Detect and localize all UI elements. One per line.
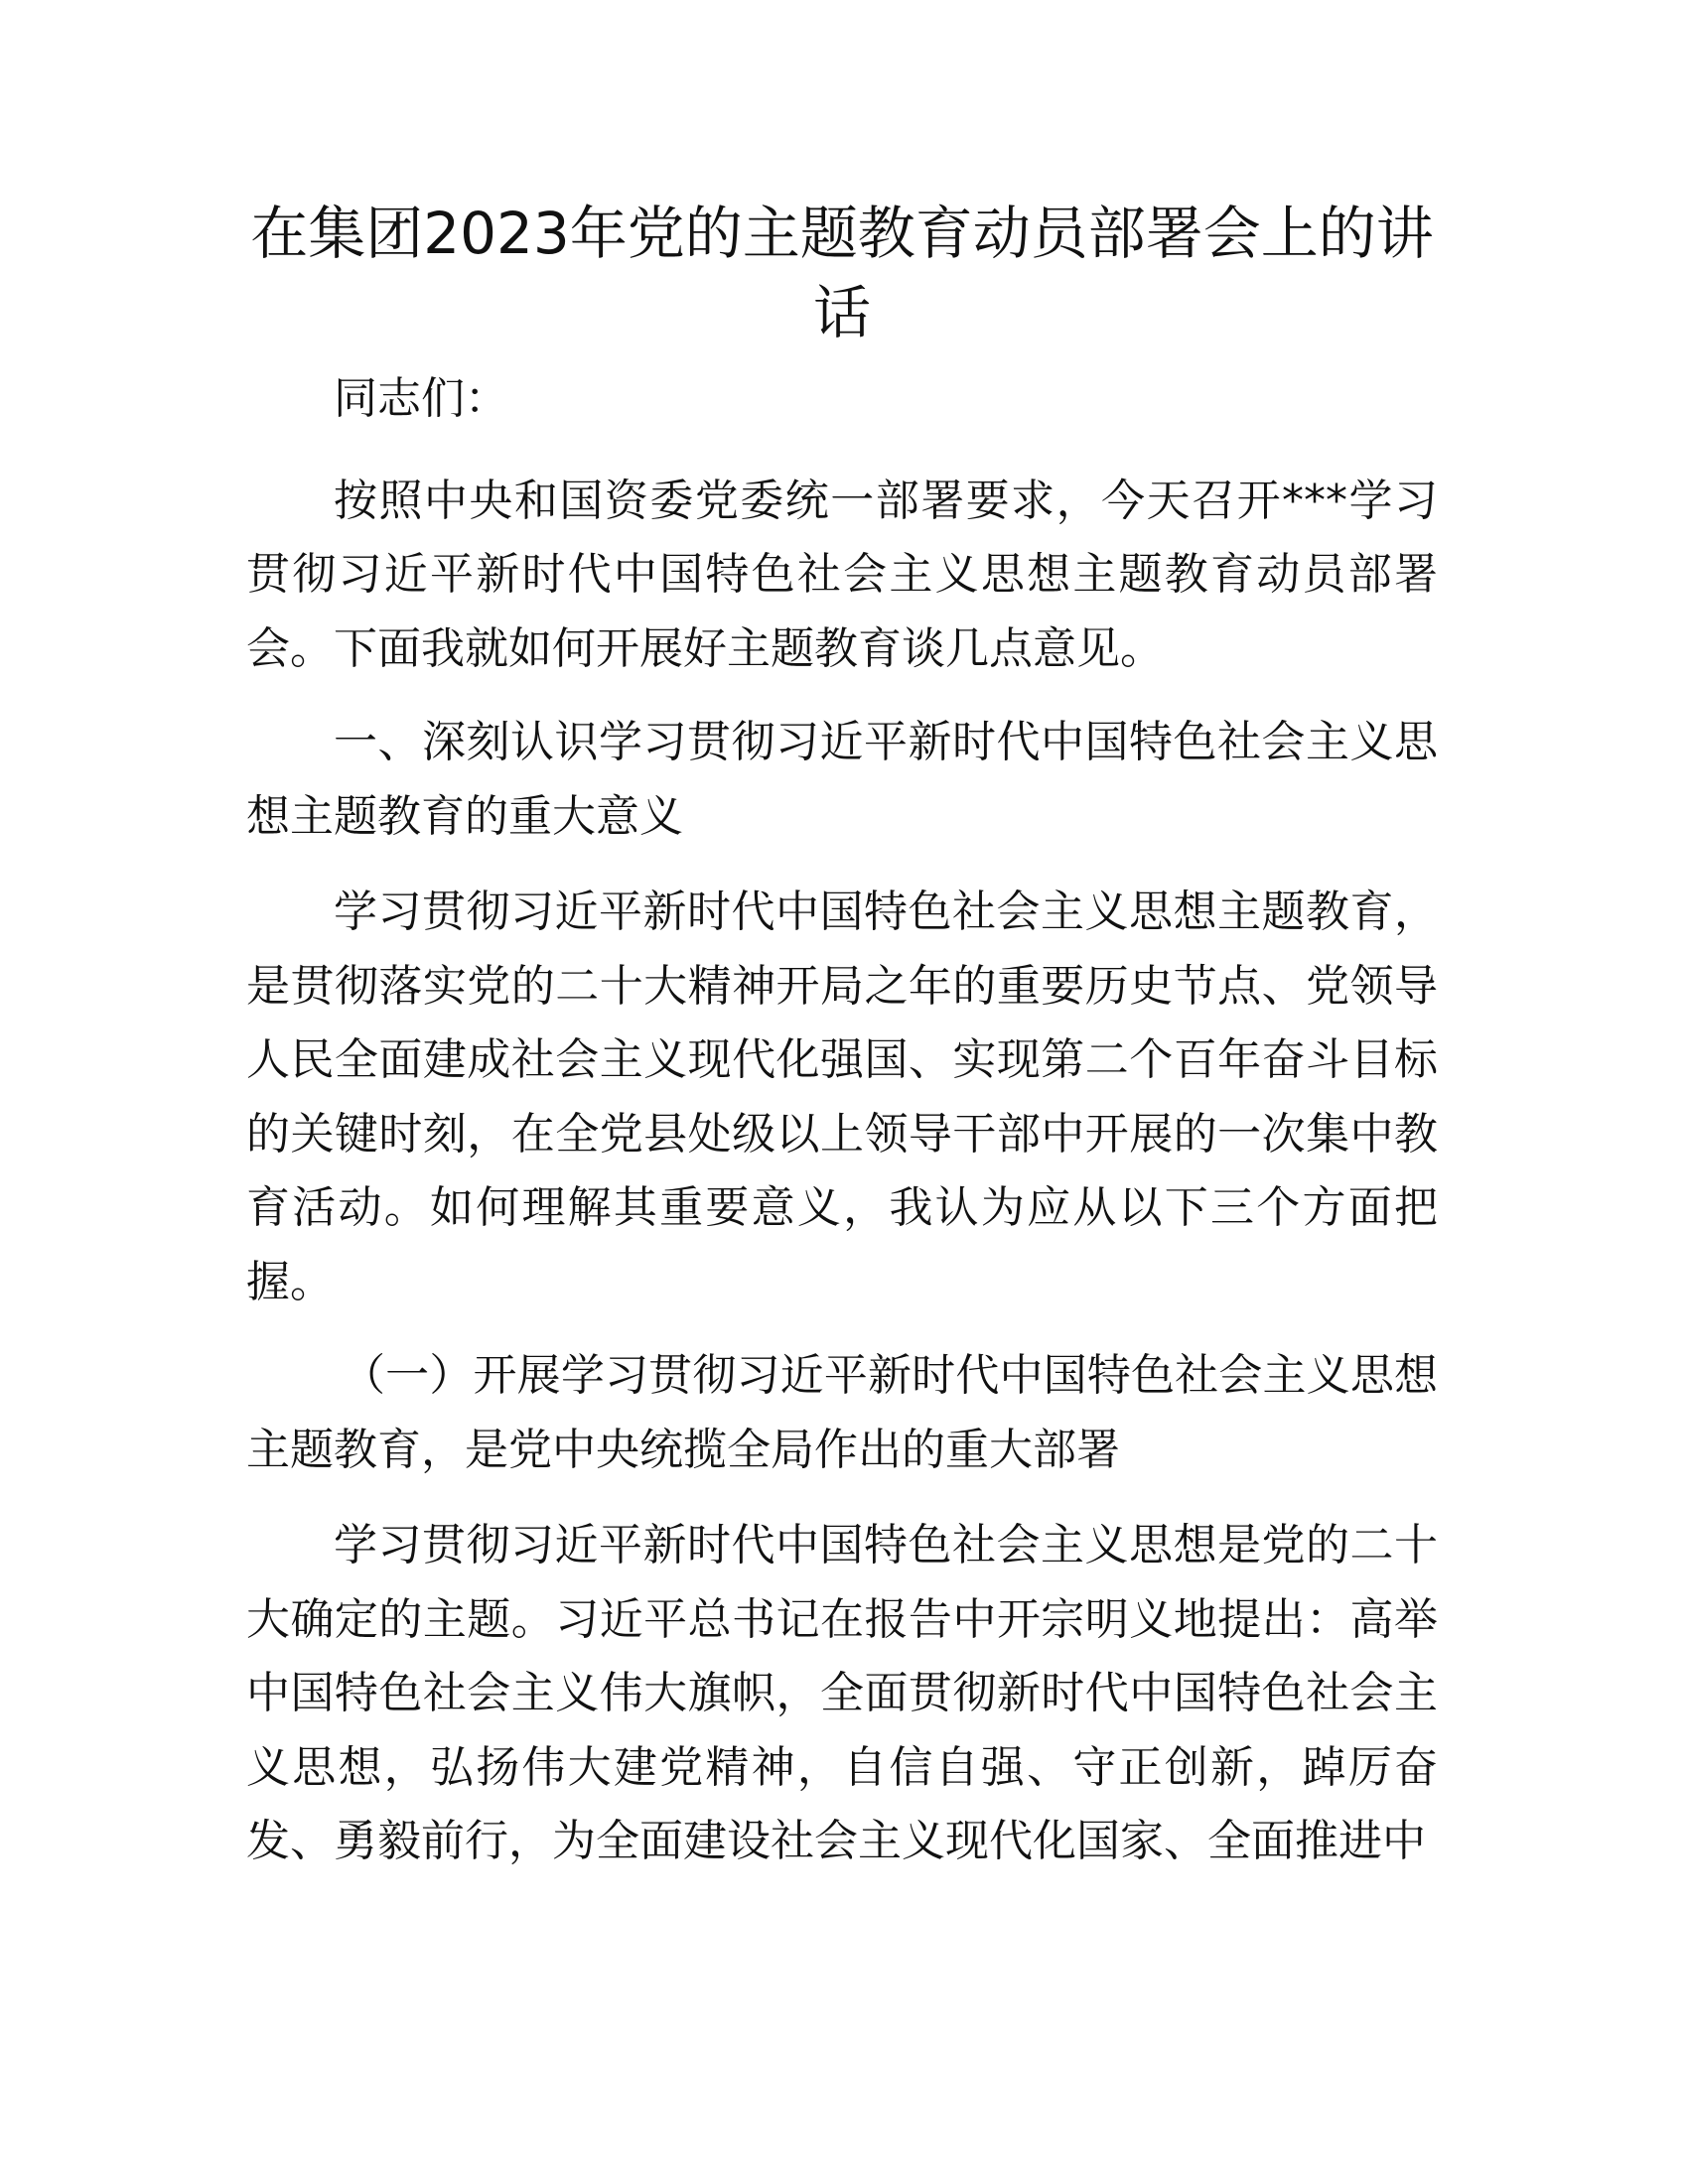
greeting: 同志们： bbox=[334, 373, 508, 424]
subsection-heading-1: （一）开展学习贯彻习近平新时代中国特色社会主义思想主题教育，是党中央统揽全局作出的重大部署 bbox=[246, 1350, 1438, 1475]
document-page bbox=[246, 194, 1438, 1899]
paragraph-theme: 学习贯彻习近平新时代中国特色社会主义思想是党的二十大确定的主题。习近平总书记在报告中开宗明义地提出：高举中国特色社会主义伟大旗帜，全面贯彻新时代中国特色社会主义思想，弘扬伟大建党精神，自信自强、守正创新，踔厉奋发、勇毅前行，为全面建设社会主义现代化国家、全面推进中 bbox=[246, 1520, 1438, 1866]
document-title: 在集团2023年党的主题教育动员部署会上的讲话 bbox=[250, 200, 1434, 346]
section-heading-1: 一、深刻认识学习贯彻习近平新时代中国特色社会主义思想主题教育的重大意义 bbox=[246, 717, 1438, 842]
paragraph-significance: 学习贯彻习近平新时代中国特色社会主义思想主题教育，是贯彻落实党的二十大精神开局之年的重要历史节点、党领导人民全面建成社会主义现代化强国、实现第二个百年奋斗目标的关键时刻，在全党县处级以上领导干部中开展的一次集中教育活动。如何理解其重要意义，我认为应从以下三个方面把握。 bbox=[246, 887, 1438, 1307]
paragraph-intro: 按照中央和国资委党委统一部署要求，今天召开***学习贯彻习近平新时代中国特色社会主义思想主题教育动员部署会。下面我就如何开展好主题教育谈几点意见。 bbox=[246, 475, 1438, 674]
